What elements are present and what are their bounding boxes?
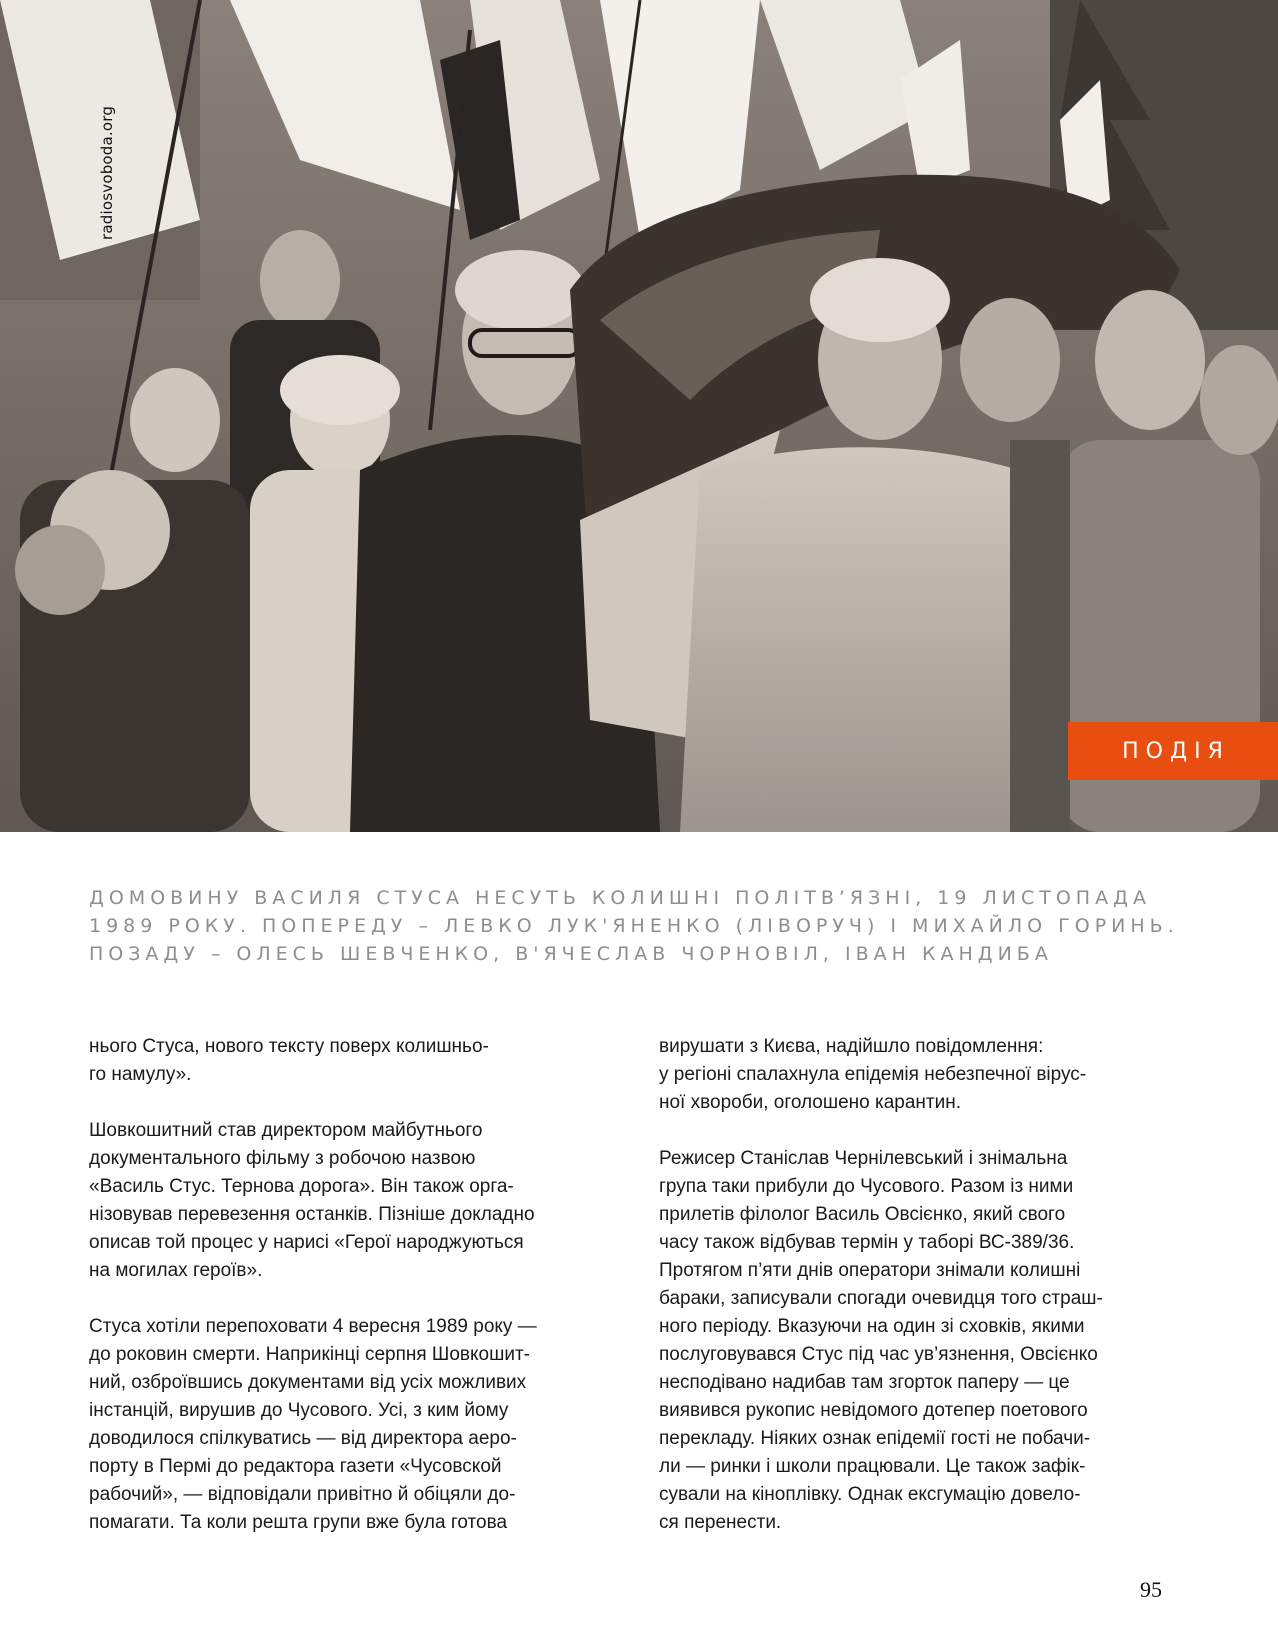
right-text-column [659,1033,1164,1537]
text-line: доводилося спілкуватись — від директора аеро- [89,1428,517,1449]
text-line: Режисер Станіслав Чернілевський і знімальна [659,1148,1068,1169]
text-line: перекладу. Ніяких ознак епідемії гості не побачи- [659,1428,1091,1449]
text-line: до роковин смерти. Наприкінці серпня Шовкошит- [89,1344,530,1365]
text-line: виявився рукопис невідомого дотепер поетового [659,1400,1088,1421]
text-line: го намулу». [89,1064,192,1085]
caption-line: ПОЗАДУ – ОЛЕСЬ ШЕВЧЕНКО, В'ЯЧЕСЛАВ ЧОРНОВІЛ, ІВАН КАНДИБА [89,943,1053,965]
text-line: описав той процес у нарисі «Герої народжуються [89,1232,524,1253]
text-line: Протягом п’яти днів оператори знімали колишні [659,1260,1081,1281]
left-text-column [89,1033,594,1537]
text-line: порту в Пермі до редактора газети «Чусовской [89,1456,502,1477]
photo-credit: radiosvoboda.org [98,105,116,240]
caption-line: ДОМОВИНУ ВАСИЛЯ СТУСА НЕСУТЬ КОЛИШНІ ПОЛІТВ’ЯЗНІ, 19 ЛИСТОПАДА [89,887,1151,909]
paragraph-gap [89,1089,594,1117]
text-line: Стуса хотіли перепоховати 4 вересня 1989 року — [89,1316,537,1337]
text-line: група таки прибули до Чусового. Разом із ними [659,1176,1074,1197]
text-line: на могилах героїв». [89,1260,263,1281]
photo-caption [89,884,1209,968]
text-line: ної хвороби, оголошено карантин. [659,1092,962,1113]
paragraph-gap [659,1117,1164,1145]
text-line: нього Стуса, нового тексту поверх колишньо- [89,1036,489,1057]
text-line: ли — ринки і школи працювали. Це також зафік- [659,1456,1086,1477]
text-line: несподівано надибав там згорток паперу — це [659,1372,1070,1393]
text-line: помагати. Та коли решта групи вже була готова [89,1512,508,1533]
text-line: ний, озброївшись документами від усіх можливих [89,1372,527,1393]
text-line: послуговувався Стус під час ув’язнення, Овсієнко [659,1344,1098,1365]
text-line: нізовував перевезення останків. Пізніше докладно [89,1204,535,1225]
text-line: документального фільму з робочою назвою [89,1148,476,1169]
text-line: ся перенести. [659,1512,782,1533]
text-line: прилетів філолог Василь Овсієнко, який свого [659,1204,1066,1225]
caption-line: 1989 РОКУ. ПОПЕРЕДУ – ЛЕВКО ЛУК'ЯНЕНКО (ЛІВОРУЧ) І МИХАЙЛО ГОРИНЬ. [89,915,1179,937]
text-line: «Василь Стус. Тернова дорога». Він також орга- [89,1176,514,1197]
text-line: Шовкошитний став директором майбутнього [89,1120,483,1141]
text-line: рабочий», — відповідали привітно й обіцяли до- [89,1484,516,1505]
text-line: у регіоні спалахнула епідемія небезпечної вірус- [659,1064,1087,1085]
text-line: бараки, записували спогади очевидця того страш- [659,1288,1103,1309]
text-line: вирушати з Києва, надійшло повідомлення: [659,1036,1044,1057]
section-tag: ПОДІЯ [1068,722,1278,780]
text-line: часу також відбував термін у таборі ВС-389/36. [659,1232,1075,1253]
page-number: 95 [1140,1577,1162,1602]
text-line: інстанцій, вирушив до Чусового. Усі, з ким йому [89,1400,509,1421]
paragraph-gap [89,1285,594,1313]
text-line: ного періоду. Вказуючи на один зі сховків, якими [659,1316,1085,1337]
text-line: сували на кіноплівку. Однак ексгумацію довело- [659,1484,1081,1505]
